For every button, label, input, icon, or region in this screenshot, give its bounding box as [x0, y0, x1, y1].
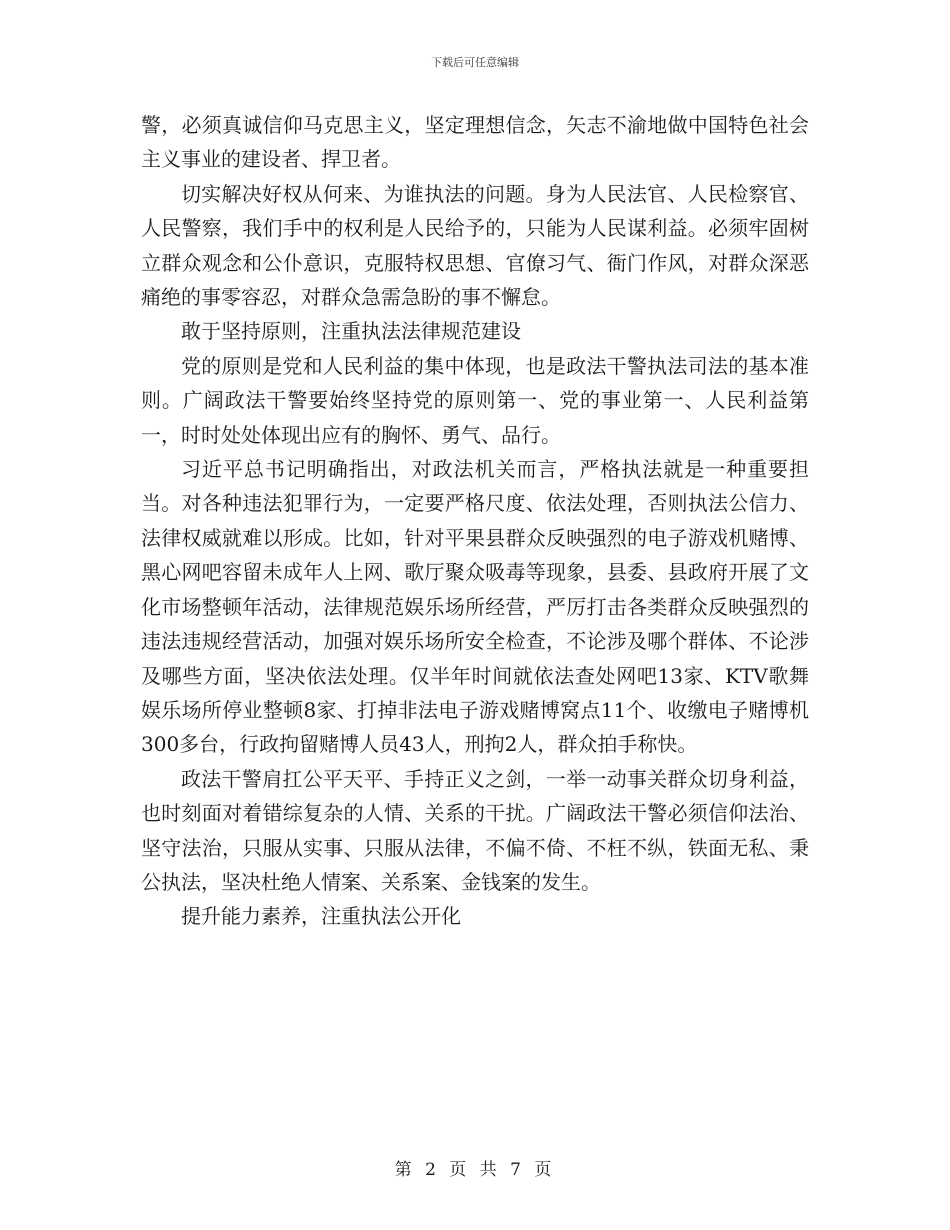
- paragraph: 政法干警肩扛公平天平、手持正义之剑，一举一动事关群众切身利益，也时刻面对着错综复杂的人情、关系的干扰。广阔政法干警必须信仰法治、坚守法治，只服从实事、只服从法律，不偏不倚、不枉不纵，铁面无私、秉公执法，坚决杜绝人情案、关系案、金钱案的发生。: [141, 766, 809, 894]
- section-heading: 提升能力素养，注重执法公开化: [181, 904, 461, 929]
- paragraph: 习近平总书记明确指出，对政法机关而言，严格执法就是一种重要担当。对各种违法犯罪行为，一定要严格尺度、依法处理，否则执法公信力、法律权威就难以形成。比如，针对平果县群众反映强烈的电子游戏机赌博、黑心网吧容留未成年人上网、歌厅聚众吸毒等现象，县委、县政府开展了文化市场整顿年活动，法律规范娱乐场所经营，严厉打击各类群众反映强烈的违法违规经营活动，加强对娱乐场所安全检查，不论涉及哪个群体、不论涉及哪些方面，坚决依法处理。仅半年时间就依法查处网吧13家、KTV歌舞娱乐场所停业整顿8家、打掉非法电子游戏赌博窝点11个、收缴电子赌博机300多台，行政拘留赌博人员43人，刑拘2人，群众拍手称快。: [141, 457, 809, 757]
- document-body: [141, 108, 809, 934]
- paragraph: 切实解决好权从何来、为谁执法的问题。身为人民法官、人民检察官、人民警察，我们手中的权利是人民给予的，只能为人民谋利益。必须牢固树立群众观念和公仆意识，克服特权思想、官僚习气、衙门作风，对群众深恶痛绝的事零容忍，对群众急需急盼的事不懈怠。: [141, 181, 809, 310]
- page-header: 下载后可任意编辑: [431, 56, 519, 69]
- section-heading: 敢于坚持原则，注重执法法律规范建设: [181, 319, 521, 344]
- paragraph: 警，必须真诚信仰马克思主义，坚定理想信念，矢志不渝地做中国特色社会主义事业的建设者、捍卫者。: [141, 113, 809, 172]
- paragraph: 党的原则是党和人民利益的集中体现，也是政法干警执法司法的基本准则。广阔政法干警要始终坚持党的原则第一、党的事业第一、人民利益第一，时时处处体现出应有的胸怀、勇气、品行。: [141, 353, 809, 447]
- page-footer: 第 2 页 共 7 页: [394, 1160, 556, 1180]
